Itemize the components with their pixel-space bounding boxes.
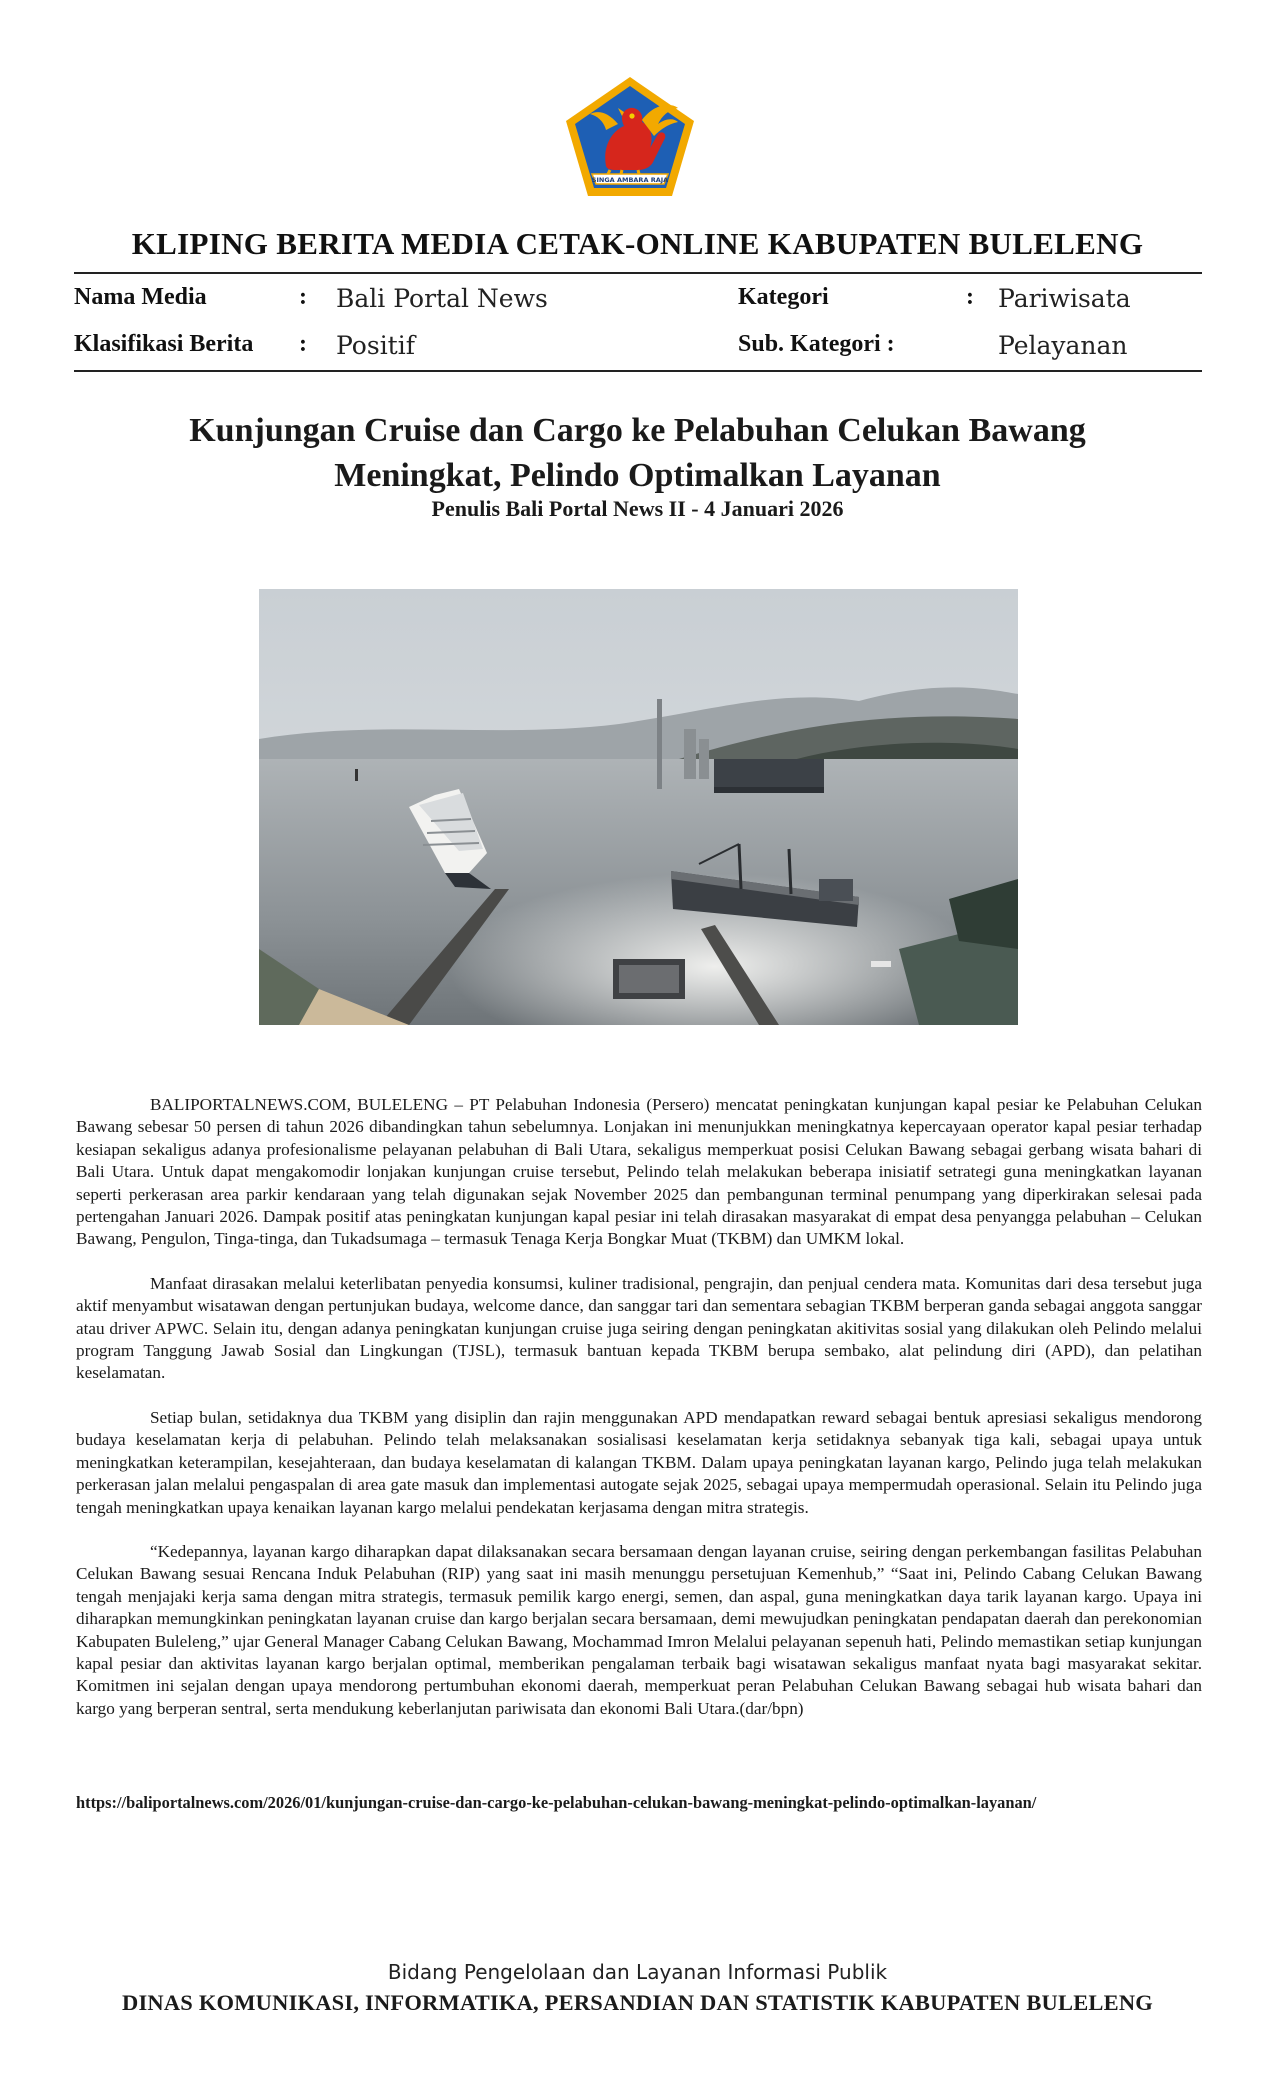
article-paragraph: BALIPORTALNEWS.COM, BULELENG – PT Pelabuhan Indonesia (Persero) mencatat peningkatan kunjungan kapal pesiar ke Pelabuhan Celukan Bawang sebesar 50 persen di tahun 2026 dibandingkan tahun sebelumnya. Lonjakan ini menunjukkan meningkatnya kepercayaan operator kapal pesiar terhadap kesiapan sekaligus adanya profesionalisme pelayanan pelabuhan di Bali Utara, sekaligus memperkuat posisi Celukan Bawang sebagai gerbang wisata bahari di Bali Utara. Untuk dapat mengakomodir lonjakan kunjungan cruise tersebut, Pelindo telah melakukan beberapa inisiatif setrategi guna meningkatkan layanan seperti perkerasan area parkir kendaraan yang telah digunakan sejak November 2025 dan pembangunan terminal penumpang yang diperkirakan selesai pada pertengahan Januari 2026. Dampak positif atas peningkatan kunjungan kapal pesiar ini telah dirasakan masyarakat di empat desa penyangga pelabuhan – Celukan Bawang, Pengulon, Tinga-tinga, dan Tukadsumaga – termasuk Tenaga Kerja Bongkar Muat (TKBM) dan UMKM lokal.: [76, 1095, 1202, 1249]
klasifikasi-label: Klasifikasi Berita: [74, 331, 254, 357]
source-url-link[interactable]: https://baliportalnews.com/2026/01/kunjungan-cruise-dan-cargo-ke-pelabuhan-celukan-bawang-meningkat-pelindo-optimalkan-layanan/: [76, 1793, 1037, 1812]
klasifikasi-colon: :: [299, 331, 307, 357]
kategori-colon: :: [966, 284, 974, 310]
article-paragraph: Setiap bulan, setidaknya dua TKBM yang disiplin dan rajin menggunakan APD mendapatkan reward sebagai bentuk apresiasi sekaligus mendorong budaya keselamatan kerja di pelabuhan. Pelindo telah melaksanakan sosialisasi keselamatan kerja setidaknya sebanyak tiga kali, sebagai upaya untuk meningkatkan keterampilan, kesejahteraan, dan budaya keselamatan di kalangan TKBM. Dalam upaya peningkatan layanan kargo, Pelindo juga telah melakukan perkerasan jalan melalui pengaspalan di area gate masuk dan implementasi autogate sejak 2025, sebagai upaya mempermudah operasional. Selain itu Pelindo juga tengah meningkatkan upaya kenaikan layanan kargo melalui pendekatan kerjasama dengan mitra strategis.: [76, 1407, 1202, 1517]
meta-row-klasifikasi: [74, 325, 1202, 365]
buleleng-crest-icon: [562, 74, 698, 200]
article-byline: Penulis Bali Portal News II - 4 Januari 2026: [431, 496, 844, 521]
nama-media-colon: :: [299, 284, 307, 310]
headline-line-2: Meningkat, Pelindo Optimalkan Layanan: [334, 457, 941, 494]
article-paragraph: “Kedepannya, layanan kargo diharapkan dapat dilaksanakan secara bersamaan dengan layanan cruise, seiring dengan perkembangan fasilitas Pelabuhan Celukan Bawang sesuai Rencana Induk Pelabuhan (RIP) yang saat ini masih menunggu persetujuan Kemenhub,” “Saat ini, Pelindo Cabang Celukan Bawang tengah menjajaki kerja sama dengan mitra strategis, termasuk pemilik kargo energi, semen, dan aspal, guna meningkatkan daya tarik layanan kargo. Upaya ini diharapkan memungkinkan peningkatan layanan cruise dan kargo berjalan secara bersamaan, demi mewujudkan peningkatan pendapatan daerah dan perekonomian Kabupaten Buleleng,” ujar General Manager Cabang Celukan Bawang, Mochammad Imron Melalui pelayanan sepenuh hati, Pelindo memastikan setiap kunjungan kapal pesiar dan aktivitas layanan kargo berjalan optimal, memberikan pengalaman terbaik bagi wisatawan sekaligus manfaat nyata bagi masyarakat sekitar. Komitmen ini sejalan dengan upaya mendorong pertumbuhan ekonomi daerah, memperkuat peran Pelabuhan Celukan Bawang sebagai hub wisata bahari dan kargo yang berperan sentral, serta mendukung keberlanjutan pariwisata dan ekonomi Bali Utara.(dar/bpn): [76, 1541, 1202, 1718]
harbor-aerial-photo: [259, 589, 1018, 1025]
sub-kategori-label: Sub. Kategori :: [738, 331, 895, 357]
kategori-label: Kategori: [738, 284, 829, 310]
article-body: [76, 1094, 1202, 1742]
document-title: KLIPING BERITA MEDIA CETAK-ONLINE KABUPATEN BULELENG: [131, 226, 1144, 261]
footer-agency: DINAS KOMUNIKASI, INFORMATIKA, PERSANDIAN DAN STATISTIK KABUPATEN BULELENG: [122, 1990, 1153, 2015]
header-divider-bottom: [74, 370, 1202, 372]
meta-row-media: [74, 278, 1202, 318]
klasifikasi-value: Positif: [336, 331, 415, 360]
nama-media-value: Bali Portal News: [336, 284, 548, 313]
footer-division: Bidang Pengelolaan dan Layanan Informasi Publik: [387, 1960, 888, 1984]
kategori-value: Pariwisata: [998, 284, 1131, 313]
article-paragraph: Manfaat dirasakan melalui keterlibatan penyedia konsumsi, kuliner tradisional, pengrajin, dan penjual cendera mata. Komunitas dari desa tersebut juga aktif menyambut wisatawan dengan pertunjukan budaya, welcome dance, dan sanggar tari dan sementara sebagian TKBM berperan ganda sebagai anggota sanggar atau driver APWC. Selain itu, dengan adanya peningkatan kunjungan cruise juga seiring dengan peningkatan akitivitas sosial yang dilakukan oleh Pelindo melalui program Tanggung Jawab Sosial dan Lingkungan (TJSL), termasuk bantuan kepada TKBM berupa sembako, alat pelindung diri (APD), dan pelatihan keselamatan.: [76, 1273, 1202, 1383]
header-divider-top: [74, 272, 1202, 274]
svg-text:SINGA AMBARA RAJA: SINGA AMBARA RAJA: [591, 176, 669, 184]
sub-kategori-value: Pelayanan: [998, 331, 1128, 360]
nama-media-label: Nama Media: [74, 284, 207, 310]
article-headline: [100, 408, 1175, 498]
headline-line-1: Kunjungan Cruise dan Cargo ke Pelabuhan Celukan Bawang: [189, 412, 1086, 449]
